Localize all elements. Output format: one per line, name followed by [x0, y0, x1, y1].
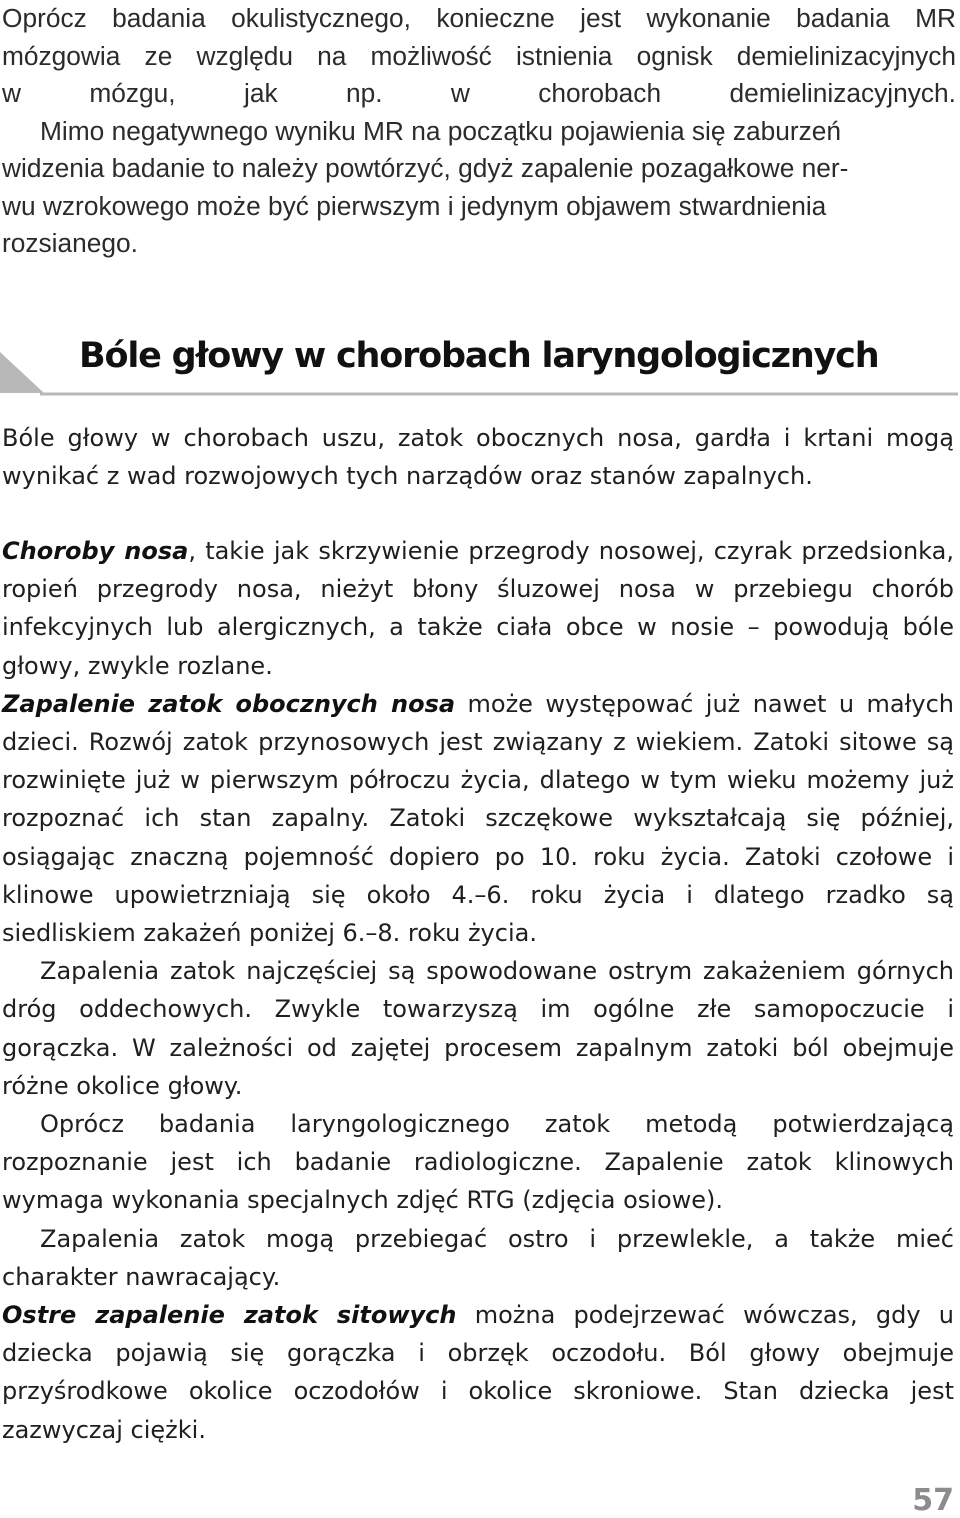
section-heading: [0, 330, 960, 400]
section-body: [2, 532, 954, 1449]
paragraph-choroby-nosa: [2, 532, 954, 685]
paragraph-przebieg: Zapalenia zatok mogą przebiegać ostro i przewlekle, a także mieć charakter nawracający.: [2, 1224, 954, 1291]
paragraph-text: , takie jak skrzywienie przegrody nosowej, czyrak przedsionka, ropień przegrody nosa, nieżyt błony śluzowej nosa w przebiegu chorób infekcyjnych lub alergicznych, a także ciała obce w nosie – powodują bóle głowy, zwykle rozlane.: [2, 537, 954, 680]
paragraph-text: może występować już nawet u małych dzieci. Rozwój zatok przynosowych jest związany z wiekiem. Zatoki sitowe są rozwinięte już w pierwszym półroczu życia, dlatego w tym wieku możemy już rozpoznać ich stan zapalny. Zatoki szczękowe wykształcają się później, osiągając znaczną pojemność dopiero po 10. roku życia. Zatoki czołowe i klinowe upowietrzniają się około 4.–6. roku życia i dlatego rzadko są siedliskiem zakażeń poniżej 6.–8. roku życia.: [2, 689, 955, 948]
text-line: Oprócz badania okulistycznego, konieczne jest wykonanie badania MR: [2, 3, 956, 33]
text-line: w mózgu, jak np. w chorobach demielinizacyjnych.: [2, 78, 956, 108]
lead-term: Zapalenie zatok obocznych nosa: [2, 689, 456, 718]
paragraph-ostre-zapalenie: [2, 1296, 954, 1449]
top-text-block: [2, 0, 956, 263]
paragraph-diagnostyka: Oprócz badania laryngologicznego zatok metodą potwierdzającą rozpoznanie jest ich badanie radiologiczne. Zapalenie zatok klinowych wymaga wykonania specjalnych zdjęć RTG (zdjęcia osiowe).: [2, 1110, 954, 1215]
page-number: 57: [912, 1483, 954, 1518]
text-line: wu wzrokowego może być pierwszym i jedynym objawem stwardnienia: [2, 190, 827, 221]
text-line: widzenia badanie to należy powtórzyć, gdyż zapalenie pozagałkowe ner-: [2, 153, 849, 183]
section-intro: [2, 419, 954, 495]
paragraph-mr-repeat: [2, 113, 956, 263]
paragraph-text: można podejrzewać wówczas, gdy u dziecka pojawią się gorączka i obrzęk oczodołu. Ból głowy obejmuje przyśrodkowe okolice oczodołów i okolice skroniowe. Stan dziecka jest zazwyczaj ciężki.: [2, 1301, 954, 1444]
lead-term: Choroby nosa: [2, 537, 189, 565]
text-line: Mimo negatywnego wyniku MR na początku pojawienia się zaburzeń: [40, 115, 842, 146]
text-line: rozsianego.: [2, 228, 138, 258]
paragraph-mr-exam: [2, 0, 956, 113]
text-line: mózgowia ze względu na możliwość istnienia ognisk demielinizacyjnych: [2, 40, 956, 71]
paragraph-zapalenie-zatok: [2, 685, 954, 952]
section-title: Bóle głowy w chorobach laryngologicznych: [79, 336, 879, 376]
paragraph-przyczyny: Zapalenia zatok najczęściej są spowodowane ostrym zakażeniem górnych dróg oddechowych. Zwykle towarzyszą im ogólne złe samopoczucie i gorączka. W zależności od zajętej procesem zapalnym zatoki ból obejmuje różne okolice głowy.: [2, 957, 954, 1100]
lead-term: Ostre zapalenie zatok sitowych: [2, 1301, 457, 1330]
intro-paragraph: Bóle głowy w chorobach uszu, zatok obocznych nosa, gardła i krtani mogą wynikać z wad rozwojowych tych narządów oraz stanów zapalnych.: [2, 424, 954, 491]
